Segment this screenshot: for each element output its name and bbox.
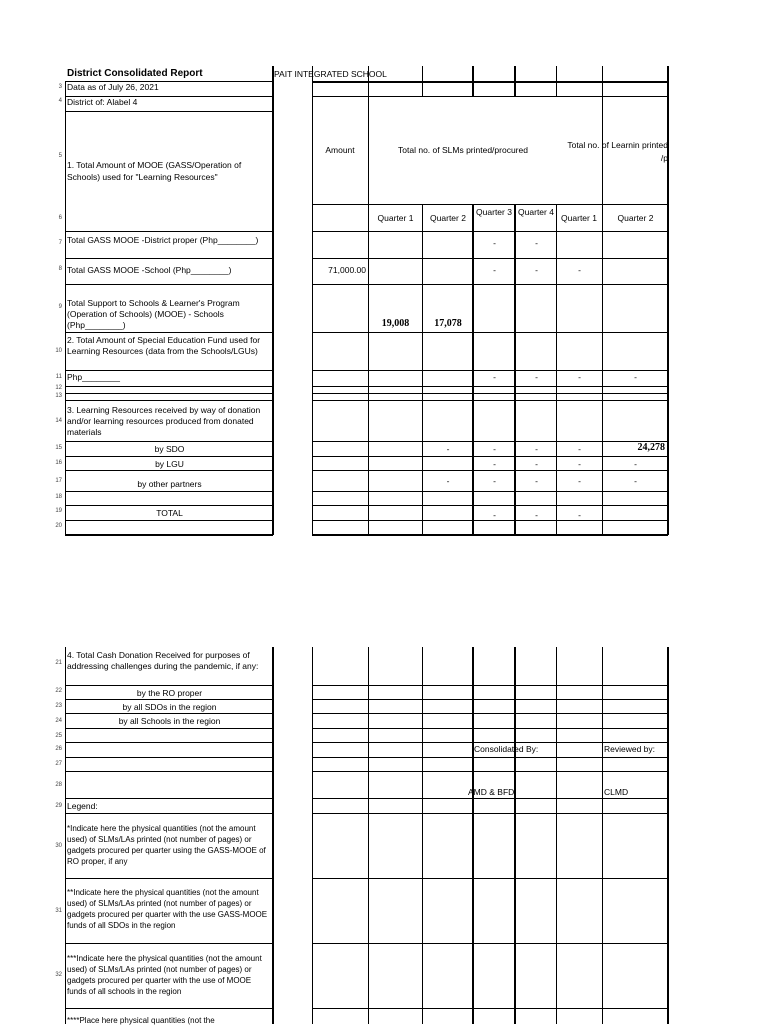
dash-cell: - bbox=[634, 459, 637, 469]
row-number: 22 bbox=[55, 688, 62, 694]
row-number: 15 bbox=[55, 445, 62, 451]
note-30: *Indicate here the physical quantities (not the amount used) of SLMs/LAs printed (not number of pages) or gadgets procured per quarter using the GASS-MOOE of RO proper, if any bbox=[67, 824, 266, 866]
dash-cell: - bbox=[493, 444, 496, 454]
report-date: Data as of July 26, 2021 bbox=[67, 82, 159, 92]
row19-label: TOTAL bbox=[156, 508, 183, 518]
slms-header: Total no. of SLMs printed/procured bbox=[398, 145, 528, 155]
row8-label: Total GASS MOOE -School (Php________) bbox=[67, 265, 232, 275]
row8-amount: 71,000.00 bbox=[328, 265, 366, 275]
dash-cell: - bbox=[535, 372, 538, 382]
dash-cell: - bbox=[535, 444, 538, 454]
dash-cell: - bbox=[535, 459, 538, 469]
row-number: 10 bbox=[55, 348, 62, 354]
row-number: 19 bbox=[55, 508, 62, 514]
note-32: ***Indicate here the physical quantities (not the amount used) of SLMs/LAs printed (not number of pages) or gadgets procured per quarter with the use of MOOE funds of all schools in the region bbox=[67, 954, 262, 996]
row-number: 6 bbox=[58, 215, 62, 221]
row-number: 13 bbox=[55, 393, 62, 399]
row-number: 30 bbox=[55, 843, 62, 849]
row17-label: by other partners bbox=[137, 479, 202, 489]
dash-cell: - bbox=[578, 265, 581, 275]
dash-cell: - bbox=[493, 459, 496, 469]
reviewed-by: Reviewed by: bbox=[604, 744, 656, 754]
row-number: 17 bbox=[55, 478, 62, 484]
row-number: 16 bbox=[55, 460, 62, 466]
row-number: 9 bbox=[58, 304, 62, 310]
dash-cell: - bbox=[446, 444, 450, 454]
row21-label: 4. Total Cash Donation Received for purposes of addressing challenges during the pandemic, if any: bbox=[67, 650, 259, 671]
row24-label: by all Schools in the region bbox=[118, 716, 221, 726]
dash-cell: - bbox=[634, 476, 637, 486]
row-number: 14 bbox=[55, 418, 62, 424]
dash-cell: - bbox=[578, 510, 581, 520]
amount-header: Amount bbox=[325, 145, 355, 155]
consolidated-by: Consolidated By: bbox=[474, 744, 539, 754]
dash-cell: - bbox=[535, 476, 538, 486]
row10-label: 2. Total Amount of Special Education Fund used for Learning Resources (data from the Schools/LGUs) bbox=[67, 335, 261, 356]
row9-q2: 17,078 bbox=[434, 318, 462, 329]
row15-value: 24,278 bbox=[637, 442, 665, 453]
report-title: District Consolidated Report bbox=[67, 68, 203, 79]
row22-label: by the RO proper bbox=[136, 688, 203, 698]
dash-cell: - bbox=[493, 510, 496, 520]
row9-q1: 19,008 bbox=[381, 318, 410, 329]
row-number: 12 bbox=[55, 385, 62, 391]
note-31: **Indicate here the physical quantities (not the amount used) of SLMs/LAs printed (not number of pages) or gadgets procured per quarter with the use GASS-MOOE funds of all SDOs in the region bbox=[67, 888, 268, 930]
row9-label: Total Support to Schools & Learner's Program (Operation of Schools) (MOOE) - Schools (Php________) bbox=[67, 298, 240, 330]
row-number: 23 bbox=[55, 703, 62, 709]
row-number: 21 bbox=[55, 660, 62, 666]
clmd: CLMD bbox=[604, 787, 629, 797]
legend-label: Legend: bbox=[67, 801, 98, 811]
dash-cell: - bbox=[578, 459, 581, 469]
row-number: 18 bbox=[55, 494, 62, 500]
note-33: ****Place here physical quantities (not the bbox=[67, 1016, 215, 1025]
row-number: 28 bbox=[55, 782, 62, 788]
row-number: 31 bbox=[55, 908, 62, 914]
row-number: 24 bbox=[55, 718, 62, 724]
amd-bfd: AMD & BFD bbox=[468, 787, 515, 797]
q2b-header: Quarter 2 bbox=[617, 213, 654, 223]
school-name: PAIT INTEGRATED SCHOOL bbox=[274, 69, 387, 79]
row-number: 7 bbox=[58, 240, 62, 246]
row-number: 20 bbox=[55, 523, 62, 529]
row-number: 3 bbox=[58, 84, 62, 90]
dash-cell: - bbox=[578, 372, 581, 382]
dash-cell: - bbox=[446, 476, 450, 486]
row-number: 4 bbox=[58, 98, 62, 104]
row7-label: Total GASS MOOE -District proper (Php________) bbox=[67, 235, 259, 245]
row-number: 32 bbox=[55, 972, 62, 978]
dash-cell: - bbox=[578, 476, 581, 486]
dash-cell: - bbox=[493, 238, 496, 248]
q3-header: Quarter 3 bbox=[476, 207, 512, 217]
dash-cell: - bbox=[535, 510, 538, 520]
dash-cell: - bbox=[493, 265, 496, 275]
row23-label: by all SDOs in the region bbox=[122, 702, 217, 712]
item1-label: 1. Total Amount of MOOE (GASS/Operation of Schools) used for "Learning Resources" bbox=[67, 160, 242, 182]
q1-header: Quarter 1 bbox=[377, 213, 414, 223]
row14-label: 3. Learning Resources received by way of donation and/or learning resources produced from donated materials bbox=[67, 405, 261, 437]
row-number: 11 bbox=[55, 374, 62, 380]
row15-label: by SDO bbox=[154, 444, 185, 454]
q2-header: Quarter 2 bbox=[430, 213, 466, 223]
q4-header: Quarter 4 bbox=[518, 207, 554, 217]
row-number: 27 bbox=[55, 761, 62, 767]
row-number: 26 bbox=[55, 746, 62, 752]
dash-cell: - bbox=[578, 444, 581, 454]
report-district: District of: Alabel 4 bbox=[67, 97, 138, 107]
row-number: 5 bbox=[58, 153, 62, 159]
row11-label: Php________ bbox=[67, 372, 120, 382]
dash-cell: - bbox=[535, 238, 538, 248]
dash-cell: - bbox=[535, 265, 538, 275]
q1b-header: Quarter 1 bbox=[561, 213, 597, 223]
learning-header: Total no. of Learnin printed /p bbox=[567, 140, 668, 163]
dash-cell: - bbox=[493, 476, 496, 486]
row-number: 25 bbox=[55, 733, 62, 739]
row-number: 8 bbox=[58, 266, 62, 272]
dash-cell: - bbox=[634, 372, 637, 382]
dash-cell: - bbox=[493, 372, 496, 382]
row-number: 29 bbox=[55, 803, 62, 809]
row16-label: by LGU bbox=[155, 459, 184, 469]
